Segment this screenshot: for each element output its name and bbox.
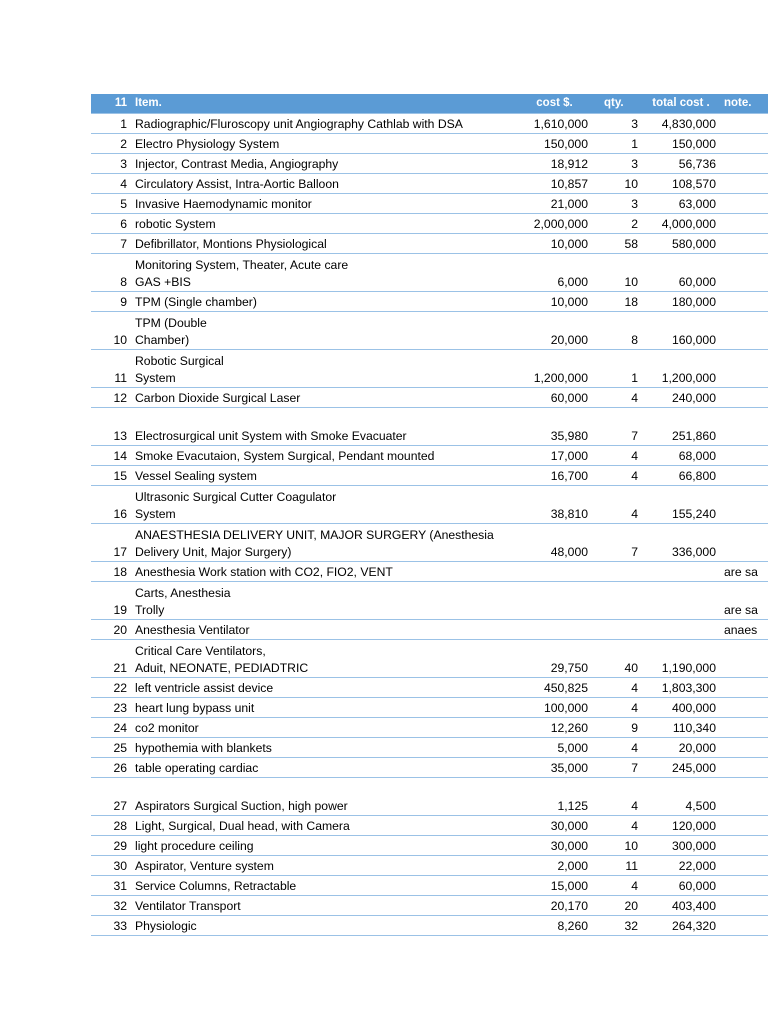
row-note [720, 194, 768, 214]
row-total: 120,000 [642, 816, 720, 836]
row-cost [517, 562, 592, 582]
row-number: 6 [91, 214, 131, 234]
table-row [91, 466, 768, 486]
row-cost: 21,000 [517, 194, 592, 214]
row-qty: 3 [592, 114, 642, 134]
header-qty: qty. [592, 94, 642, 114]
row-total: 160,000 [642, 312, 720, 350]
row-qty: 10 [592, 254, 642, 292]
row-cost: 17,000 [517, 446, 592, 466]
row-qty: 4 [592, 876, 642, 896]
row-cost: 18,912 [517, 154, 592, 174]
row-total: 251,860 [642, 408, 720, 446]
row-note [720, 738, 768, 758]
row-number: 29 [91, 836, 131, 856]
table-row [91, 408, 768, 446]
row-total: 245,000 [642, 758, 720, 778]
table-row [91, 388, 768, 408]
row-note [720, 446, 768, 466]
row-note [720, 916, 768, 936]
row-total: 180,000 [642, 292, 720, 312]
table-row [91, 350, 768, 388]
row-note [720, 408, 768, 446]
row-cost: 1,610,000 [517, 114, 592, 134]
row-qty: 40 [592, 640, 642, 678]
table-row [91, 856, 768, 876]
row-item [131, 446, 517, 466]
row-item [131, 312, 517, 350]
row-note [720, 174, 768, 194]
row-cost: 60,000 [517, 388, 592, 408]
row-total: 4,500 [642, 778, 720, 816]
row-total: 1,190,000 [642, 640, 720, 678]
row-number: 26 [91, 758, 131, 778]
row-item-line: TPM (Single chamber) [135, 295, 257, 309]
table-row [91, 718, 768, 738]
row-total: 155,240 [642, 486, 720, 524]
row-total: 300,000 [642, 836, 720, 856]
table-row [91, 446, 768, 466]
row-note [720, 214, 768, 234]
row-qty: 4 [592, 466, 642, 486]
row-number: 14 [91, 446, 131, 466]
row-qty: 7 [592, 408, 642, 446]
row-item-line: Electro Physiology System [135, 137, 280, 151]
row-note [720, 524, 768, 562]
row-number: 8 [91, 254, 131, 292]
row-total: 403,400 [642, 896, 720, 916]
row-total: 264,320 [642, 916, 720, 936]
row-item-line: TPM (Double [135, 316, 207, 330]
row-item-line: Defibrillator, Montions Physiological [135, 237, 327, 251]
row-cost: 2,000 [517, 856, 592, 876]
row-qty: 1 [592, 350, 642, 388]
row-number: 17 [91, 524, 131, 562]
row-cost: 10,857 [517, 174, 592, 194]
row-item [131, 836, 517, 856]
table-row [91, 562, 768, 582]
table-row [91, 194, 768, 214]
row-item [131, 896, 517, 916]
row-item-line: Chamber) [135, 333, 190, 347]
row-note [720, 154, 768, 174]
row-total [642, 620, 720, 640]
row-cost: 20,170 [517, 896, 592, 916]
row-cost: 35,000 [517, 758, 592, 778]
row-item-line: Aduit, NEONATE, PEDIADTRIC [135, 661, 309, 675]
row-qty: 4 [592, 698, 642, 718]
row-number: 15 [91, 466, 131, 486]
row-item-line: Anesthesia Ventilator [135, 623, 250, 637]
row-total: 60,000 [642, 876, 720, 896]
row-number: 12 [91, 388, 131, 408]
row-note [720, 698, 768, 718]
row-qty [592, 562, 642, 582]
row-qty: 4 [592, 678, 642, 698]
row-total: 150,000 [642, 134, 720, 154]
row-item [131, 778, 517, 816]
row-note [720, 896, 768, 916]
row-number: 13 [91, 408, 131, 446]
table-row [91, 114, 768, 134]
row-item-line: GAS +BIS [135, 275, 191, 289]
row-number: 7 [91, 234, 131, 254]
row-qty: 10 [592, 174, 642, 194]
row-number: 9 [91, 292, 131, 312]
row-note [720, 836, 768, 856]
row-item-line: light procedure ceiling [135, 839, 254, 853]
row-item-line: Vessel Sealing system [135, 469, 257, 483]
row-cost: 30,000 [517, 836, 592, 856]
table-row [91, 876, 768, 896]
row-note [720, 816, 768, 836]
row-item [131, 388, 517, 408]
row-item [131, 582, 517, 620]
row-item-line: Robotic Surgical [135, 354, 224, 368]
table-row [91, 640, 768, 678]
header-row [91, 94, 768, 114]
table-row [91, 678, 768, 698]
row-item-line: Smoke Evacutaion, System Surgical, Pendant mounted [135, 449, 435, 463]
row-qty: 4 [592, 388, 642, 408]
row-number: 2 [91, 134, 131, 154]
row-number: 25 [91, 738, 131, 758]
row-qty: 18 [592, 292, 642, 312]
row-qty: 10 [592, 836, 642, 856]
row-qty: 58 [592, 234, 642, 254]
row-number: 23 [91, 698, 131, 718]
row-total: 336,000 [642, 524, 720, 562]
table-row [91, 292, 768, 312]
row-cost: 1,200,000 [517, 350, 592, 388]
row-note [720, 856, 768, 876]
row-number: 4 [91, 174, 131, 194]
row-number: 33 [91, 916, 131, 936]
row-total: 240,000 [642, 388, 720, 408]
row-note: are sa [720, 582, 768, 620]
row-item-line: ANAESTHESIA DELIVERY UNIT, MAJOR SURGERY (Anesthesia [135, 528, 494, 542]
row-note [720, 134, 768, 154]
row-total: 1,803,300 [642, 678, 720, 698]
row-item-line: Carts, Anesthesia [135, 586, 231, 600]
row-note [720, 486, 768, 524]
row-cost: 29,750 [517, 640, 592, 678]
row-cost: 20,000 [517, 312, 592, 350]
row-qty: 3 [592, 194, 642, 214]
table-row [91, 738, 768, 758]
row-note [720, 758, 768, 778]
row-item-line: Light, Surgical, Dual head, with Camera [135, 819, 350, 833]
row-cost: 10,000 [517, 292, 592, 312]
row-total: 400,000 [642, 698, 720, 718]
row-cost: 5,000 [517, 738, 592, 758]
table-row [91, 234, 768, 254]
row-qty: 1 [592, 134, 642, 154]
row-item [131, 524, 517, 562]
row-number: 16 [91, 486, 131, 524]
row-number: 21 [91, 640, 131, 678]
row-item [131, 758, 517, 778]
row-item-line [135, 411, 513, 428]
table-row [91, 916, 768, 936]
row-item-line: Aspirators Surgical Suction, high power [135, 799, 348, 813]
row-item [131, 174, 517, 194]
row-number: 28 [91, 816, 131, 836]
header-no: 11 [91, 94, 131, 114]
row-item-line: Radiographic/Fluroscopy unit Angiography Cathlab with DSA [135, 117, 463, 131]
row-qty: 11 [592, 856, 642, 876]
table-row [91, 816, 768, 836]
row-item-line: System [135, 507, 176, 521]
table-row [91, 214, 768, 234]
row-number: 32 [91, 896, 131, 916]
row-number: 1 [91, 114, 131, 134]
row-note [720, 678, 768, 698]
row-total: 110,340 [642, 718, 720, 738]
row-cost [517, 620, 592, 640]
row-number: 22 [91, 678, 131, 698]
row-total: 60,000 [642, 254, 720, 292]
row-item [131, 916, 517, 936]
row-cost: 12,260 [517, 718, 592, 738]
table-row [91, 312, 768, 350]
row-item-line: System [135, 371, 176, 385]
row-note [720, 388, 768, 408]
row-item-line: heart lung bypass unit [135, 701, 255, 715]
row-item [131, 292, 517, 312]
row-cost: 100,000 [517, 698, 592, 718]
row-total [642, 582, 720, 620]
row-item-line: Delivery Unit, Major Surgery) [135, 545, 292, 559]
row-qty [592, 620, 642, 640]
row-qty: 4 [592, 486, 642, 524]
row-item-line: left ventricle assist device [135, 681, 274, 695]
row-item-line: hypothemia with blankets [135, 741, 272, 755]
row-note [720, 312, 768, 350]
row-cost: 38,810 [517, 486, 592, 524]
row-number: 18 [91, 562, 131, 582]
row-cost: 2,000,000 [517, 214, 592, 234]
row-number: 27 [91, 778, 131, 816]
row-number: 10 [91, 312, 131, 350]
row-qty: 3 [592, 154, 642, 174]
row-qty: 2 [592, 214, 642, 234]
row-item-line: Ventilator Transport [135, 899, 241, 913]
row-number: 5 [91, 194, 131, 214]
row-total: 22,000 [642, 856, 720, 876]
row-item-line: Aspirator, Venture system [135, 859, 274, 873]
row-number: 3 [91, 154, 131, 174]
row-item [131, 486, 517, 524]
row-item [131, 718, 517, 738]
row-item-line: robotic System [135, 217, 216, 231]
row-note [720, 876, 768, 896]
row-cost: 150,000 [517, 134, 592, 154]
row-item-line: Injector, Contrast Media, Angiography [135, 157, 339, 171]
row-qty: 4 [592, 778, 642, 816]
row-note [720, 466, 768, 486]
row-item [131, 876, 517, 896]
row-qty: 8 [592, 312, 642, 350]
row-note: are sa [720, 562, 768, 582]
row-cost: 6,000 [517, 254, 592, 292]
row-item-line: Critical Care Ventilators, [135, 644, 266, 658]
row-note [720, 114, 768, 134]
row-item [131, 350, 517, 388]
row-item [131, 466, 517, 486]
row-total: 4,830,000 [642, 114, 720, 134]
row-item [131, 134, 517, 154]
row-cost: 450,825 [517, 678, 592, 698]
row-item-line: Ultrasonic Surgical Cutter Coagulator [135, 490, 337, 504]
row-item-line: Anesthesia Work station with CO2, FIO2, VENT [135, 565, 393, 579]
row-number: 11 [91, 350, 131, 388]
row-item [131, 816, 517, 836]
row-item [131, 194, 517, 214]
row-item-line: Monitoring System, Theater, Acute care [135, 258, 349, 272]
row-item [131, 620, 517, 640]
row-total: 66,800 [642, 466, 720, 486]
row-qty: 32 [592, 916, 642, 936]
row-total: 63,000 [642, 194, 720, 214]
row-qty: 20 [592, 896, 642, 916]
row-item [131, 562, 517, 582]
row-note [720, 778, 768, 816]
row-note [720, 292, 768, 312]
row-note [720, 718, 768, 738]
row-item [131, 678, 517, 698]
row-note [720, 350, 768, 388]
row-number: 24 [91, 718, 131, 738]
header-note: note. [720, 94, 768, 114]
row-total: 580,000 [642, 234, 720, 254]
row-item-line: Service Columns, Retractable [135, 879, 297, 893]
table-row [91, 524, 768, 562]
row-total: 56,736 [642, 154, 720, 174]
row-number: 31 [91, 876, 131, 896]
table-row [91, 836, 768, 856]
row-cost [517, 582, 592, 620]
row-cost: 8,260 [517, 916, 592, 936]
row-note [720, 640, 768, 678]
row-qty [592, 582, 642, 620]
table-row [91, 174, 768, 194]
table-row [91, 778, 768, 816]
row-item [131, 698, 517, 718]
table-row [91, 254, 768, 292]
row-note [720, 254, 768, 292]
row-total: 108,570 [642, 174, 720, 194]
row-cost: 30,000 [517, 816, 592, 836]
row-item [131, 738, 517, 758]
header-total: total cost . [642, 94, 720, 114]
row-cost: 15,000 [517, 876, 592, 896]
row-total: 1,200,000 [642, 350, 720, 388]
header-item: Item. [131, 94, 517, 114]
row-qty: 4 [592, 816, 642, 836]
row-item [131, 408, 517, 446]
table-row [91, 896, 768, 916]
table-row [91, 758, 768, 778]
row-note [720, 234, 768, 254]
row-item-line: Physiologic [135, 919, 197, 933]
row-total: 4,000,000 [642, 214, 720, 234]
table-row [91, 486, 768, 524]
row-qty: 4 [592, 446, 642, 466]
row-item-line: Electrosurgical unit System with Smoke Evacuater [135, 429, 407, 443]
row-qty: 7 [592, 758, 642, 778]
header-cost: cost $. [517, 94, 592, 114]
row-item-line [135, 781, 513, 798]
row-cost: 48,000 [517, 524, 592, 562]
row-item [131, 214, 517, 234]
row-cost: 10,000 [517, 234, 592, 254]
equipment-table [91, 94, 768, 936]
row-total [642, 562, 720, 582]
row-qty: 7 [592, 524, 642, 562]
row-item [131, 234, 517, 254]
row-qty: 4 [592, 738, 642, 758]
row-cost: 16,700 [517, 466, 592, 486]
row-number: 30 [91, 856, 131, 876]
row-item [131, 856, 517, 876]
table-row [91, 620, 768, 640]
row-note: anaes [720, 620, 768, 640]
row-item [131, 254, 517, 292]
row-item [131, 640, 517, 678]
row-item-line: Invasive Haemodynamic monitor [135, 197, 312, 211]
table-row [91, 698, 768, 718]
row-item-line: co2 monitor [135, 721, 199, 735]
row-item [131, 114, 517, 134]
row-qty: 9 [592, 718, 642, 738]
row-number: 19 [91, 582, 131, 620]
row-item-line: table operating cardiac [135, 761, 259, 775]
table-row [91, 134, 768, 154]
row-total: 68,000 [642, 446, 720, 466]
row-cost: 1,125 [517, 778, 592, 816]
row-cost: 35,980 [517, 408, 592, 446]
row-item-line: Trolly [135, 603, 165, 617]
row-total: 20,000 [642, 738, 720, 758]
row-item [131, 154, 517, 174]
row-item-line: Carbon Dioxide Surgical Laser [135, 391, 301, 405]
table-row [91, 154, 768, 174]
row-number: 20 [91, 620, 131, 640]
table-row [91, 582, 768, 620]
row-item-line: Circulatory Assist, Intra-Aortic Balloon [135, 177, 339, 191]
